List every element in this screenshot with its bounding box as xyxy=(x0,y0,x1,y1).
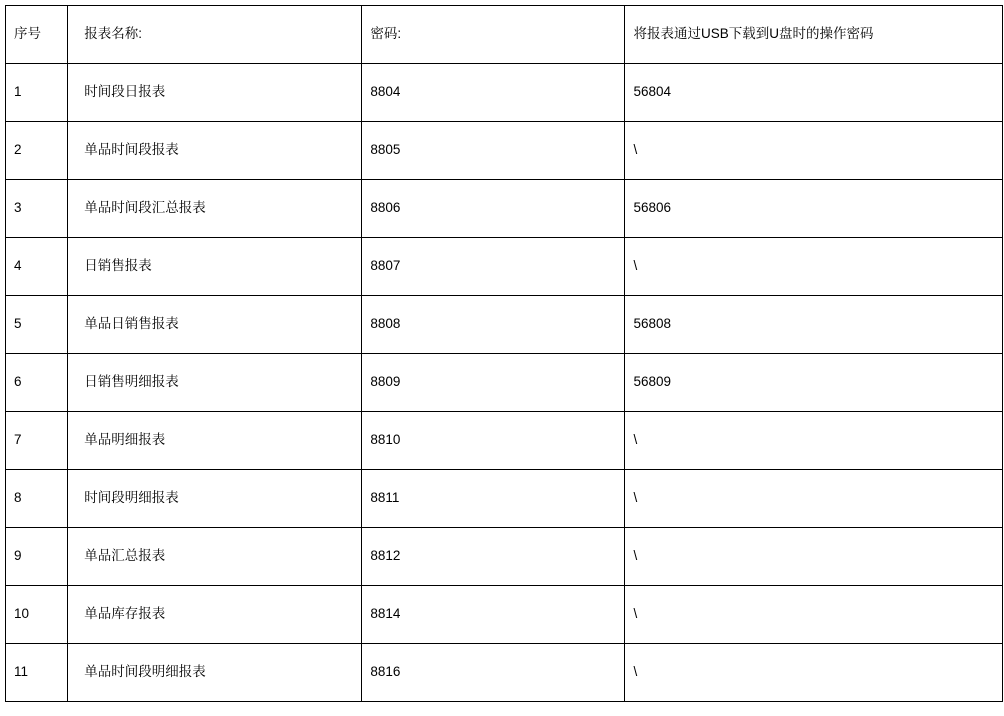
table-row xyxy=(6,122,1003,180)
cell-name: 单品时间段汇总报表 xyxy=(68,180,362,238)
column-header-name: 报表名称: xyxy=(68,6,362,64)
table-row xyxy=(6,296,1003,354)
cell-password: 8804 xyxy=(362,64,625,122)
cell-password: 8812 xyxy=(362,528,625,586)
cell-usb: \ xyxy=(625,470,1003,528)
table-body xyxy=(6,6,1003,702)
cell-index: 4 xyxy=(6,238,68,296)
cell-usb: \ xyxy=(625,238,1003,296)
cell-name: 单品时间段明细报表 xyxy=(68,644,362,702)
table-row xyxy=(6,64,1003,122)
cell-password: 8808 xyxy=(362,296,625,354)
cell-usb: \ xyxy=(625,528,1003,586)
cell-password: 8814 xyxy=(362,586,625,644)
cell-name: 单品日销售报表 xyxy=(68,296,362,354)
cell-usb: 56804 xyxy=(625,64,1003,122)
cell-index: 9 xyxy=(6,528,68,586)
cell-usb: \ xyxy=(625,122,1003,180)
cell-name: 日销售明细报表 xyxy=(68,354,362,412)
cell-name: 单品时间段报表 xyxy=(68,122,362,180)
cell-name: 时间段明细报表 xyxy=(68,470,362,528)
cell-password: 8810 xyxy=(362,412,625,470)
table-row xyxy=(6,470,1003,528)
table-row xyxy=(6,644,1003,702)
cell-index: 6 xyxy=(6,354,68,412)
cell-password: 8811 xyxy=(362,470,625,528)
column-header-password: 密码: xyxy=(362,6,625,64)
cell-password: 8816 xyxy=(362,644,625,702)
cell-password: 8805 xyxy=(362,122,625,180)
cell-name: 单品库存报表 xyxy=(68,586,362,644)
cell-password: 8807 xyxy=(362,238,625,296)
table-row xyxy=(6,412,1003,470)
cell-usb: 56808 xyxy=(625,296,1003,354)
cell-index: 10 xyxy=(6,586,68,644)
report-password-table xyxy=(5,5,1003,702)
table-row xyxy=(6,528,1003,586)
column-header-index: 序号 xyxy=(6,6,68,64)
cell-usb: \ xyxy=(625,412,1003,470)
cell-password: 8809 xyxy=(362,354,625,412)
cell-index: 7 xyxy=(6,412,68,470)
cell-index: 3 xyxy=(6,180,68,238)
cell-usb: \ xyxy=(625,586,1003,644)
column-header-usb: 将报表通过USB下载到U盘时的操作密码 xyxy=(625,6,1003,64)
cell-name: 时间段日报表 xyxy=(68,64,362,122)
cell-index: 5 xyxy=(6,296,68,354)
cell-name: 单品明细报表 xyxy=(68,412,362,470)
table-row xyxy=(6,354,1003,412)
cell-index: 8 xyxy=(6,470,68,528)
cell-name: 单品汇总报表 xyxy=(68,528,362,586)
cell-password: 8806 xyxy=(362,180,625,238)
document-page xyxy=(0,5,1004,716)
cell-usb: \ xyxy=(625,644,1003,702)
cell-index: 1 xyxy=(6,64,68,122)
cell-usb: 56806 xyxy=(625,180,1003,238)
table-row xyxy=(6,238,1003,296)
cell-name: 日销售报表 xyxy=(68,238,362,296)
table-row xyxy=(6,586,1003,644)
cell-index: 2 xyxy=(6,122,68,180)
table-row xyxy=(6,180,1003,238)
cell-index: 11 xyxy=(6,644,68,702)
table-header-row xyxy=(6,6,1003,64)
cell-usb: 56809 xyxy=(625,354,1003,412)
